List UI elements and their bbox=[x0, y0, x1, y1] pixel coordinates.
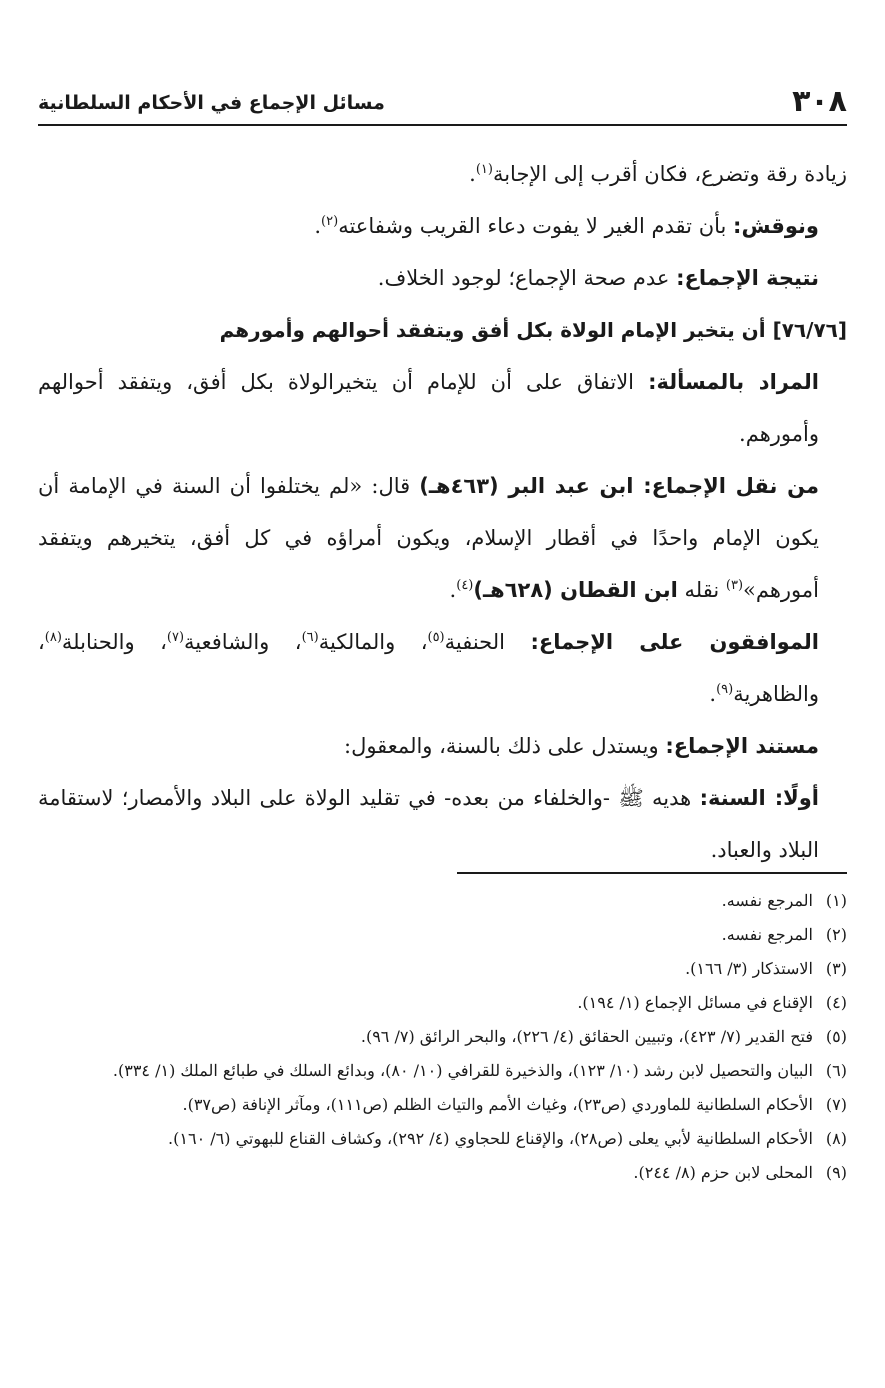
footnote: (١) المرجع نفسه. bbox=[38, 884, 847, 918]
paragraph-transmitters: من نقل الإجماع: ابن عبد البر (٤٦٣هـ) قال: «لم يختلفوا أن السنة في الإمامة أن يكون الإمام واحدًا في أقطار الإسلام، ويكون أمراؤه في كل أفق، يتخيرهم ويتفقد أمورهم»$^{(٣)}$ نقله ابن القطان (٦٢٨هـ)$^{(٤)}$. bbox=[38, 474, 819, 602]
footnote: (٣) الاستذكار (٣/ ١٦٦). bbox=[38, 952, 847, 986]
paragraph-rebuttal: ونوقش: بأن تقدم الغير لا يفوت دعاء القريب وشفاعته$^{(٢)}$. bbox=[314, 214, 819, 238]
footnote-ref[interactable]: (٩) bbox=[716, 682, 734, 697]
footnote-number: (٩) bbox=[825, 1163, 847, 1182]
paragraph-basis: مستند الإجماع: ويستدل على ذلك بالسنة، والمعقول: bbox=[344, 734, 819, 758]
footnote-ref[interactable]: (١) bbox=[475, 162, 493, 177]
footnotes bbox=[38, 884, 847, 1190]
paragraph-sunnah: أولًا: السنة: هديه ﷺ -والخلفاء من بعده- في تقليد الولاة على البلاد والأمصار؛ لاستقامة البلاد والعباد. bbox=[38, 786, 820, 862]
page-number: ٣٠٨ bbox=[792, 84, 847, 119]
footnote-ref[interactable]: (٨) bbox=[44, 630, 62, 645]
term-label: نتيجة الإجماع: bbox=[676, 266, 819, 290]
footnote-number: (٨) bbox=[825, 1129, 847, 1148]
paragraph-result: نتيجة الإجماع: عدم صحة الإجماع؛ لوجود الخلاف. bbox=[377, 266, 819, 290]
term-label: المراد بالمسألة: bbox=[648, 370, 819, 394]
footnote: (٨) الأحكام السلطانية لأبي يعلى (ص٢٨)، والإقناع للحجاوي (٤/ ٢٩٢)، وكشاف القناع للبهوتي (٦/ ١٦٠). bbox=[38, 1122, 847, 1156]
term-label: الموافقون على الإجماع: bbox=[530, 630, 819, 654]
footnote: (٥) فتح القدير (٧/ ٤٢٣)، وتبيين الحقائق (٤/ ٢٢٦)، والبحر الرائق (٧/ ٩٦). bbox=[38, 1020, 847, 1054]
term-label: أولًا: السنة: bbox=[699, 786, 820, 810]
footnote: (٩) المحلى لابن حزم (٨/ ٢٤٤). bbox=[38, 1156, 847, 1190]
footnote-ref[interactable]: (٥) bbox=[427, 630, 445, 645]
scholar-name: ابن القطان (٦٢٨هـ) bbox=[473, 578, 678, 602]
footnote-number: (٤) bbox=[825, 993, 847, 1012]
footnote-number: (٣) bbox=[825, 959, 847, 978]
footnote-ref[interactable]: (٦) bbox=[301, 630, 319, 645]
footnote: (٤) الإقناع في مسائل الإجماع (١/ ١٩٤). bbox=[38, 986, 847, 1020]
scholar-name: ابن عبد البر (٤٦٣هـ) bbox=[419, 474, 644, 498]
footnote-ref[interactable]: (٢) bbox=[321, 214, 339, 229]
running-title: مسائل الإجماع في الأحكام السلطانية bbox=[38, 92, 385, 114]
footnote-number: (٢) bbox=[825, 925, 847, 944]
term-label: مستند الإجماع: bbox=[665, 734, 819, 758]
footnote-number: (١) bbox=[825, 891, 847, 910]
issue-title: [٧٦/٧٦] أن يتخير الإمام الولاة بكل أفق ويتفقد أحوالهم وأمورهم bbox=[219, 318, 847, 342]
footnote-separator bbox=[457, 872, 847, 874]
page-header bbox=[38, 84, 847, 126]
term-label: ونوقش: bbox=[733, 214, 819, 238]
footnote-number: (٥) bbox=[825, 1027, 847, 1046]
term-label: من نقل الإجماع: bbox=[643, 474, 819, 498]
footnote-number: (٧) bbox=[825, 1095, 847, 1114]
footnote-ref[interactable]: (٤) bbox=[456, 578, 474, 593]
footnote-number: (٦) bbox=[825, 1061, 847, 1080]
footnote: (٧) الأحكام السلطانية للماوردي (ص٢٣)، وغياث الأمم والتياث الظلم (ص١١١)، ومآثر الإنافة (ص٣٧). bbox=[38, 1088, 847, 1122]
footnote: (٦) البيان والتحصيل لابن رشد (١٠/ ١٢٣)، والذخيرة للقرافي (١٠/ ٨٠)، وبدائع السلك في طبائع الملك (١/ ٣٣٤). bbox=[38, 1054, 847, 1088]
footnote: (٢) المرجع نفسه. bbox=[38, 918, 847, 952]
footnote-ref[interactable]: (٧) bbox=[166, 630, 185, 645]
paragraph-agreeing-schools: الموافقون على الإجماع: الحنفية$^{(٥)}$، والمالكية$^{(٦)}$، والشافعية$^{(٧)}$، والحنابلة$^{(٨)}$، والظاهرية$^{(٩)}$. bbox=[38, 630, 819, 706]
paragraph-continuation: زيادة رقة وتضرع، فكان أقرب إلى الإجابة$^{(١)}$. bbox=[469, 162, 847, 186]
paragraph-meaning: المراد بالمسألة: الاتفاق على أن للإمام أن يتخيرالولاة بكل أفق، ويتفقد أحوالهم وأمورهم. bbox=[38, 370, 819, 446]
footnote-ref[interactable]: (٣) bbox=[725, 578, 744, 593]
page-body bbox=[38, 148, 847, 876]
